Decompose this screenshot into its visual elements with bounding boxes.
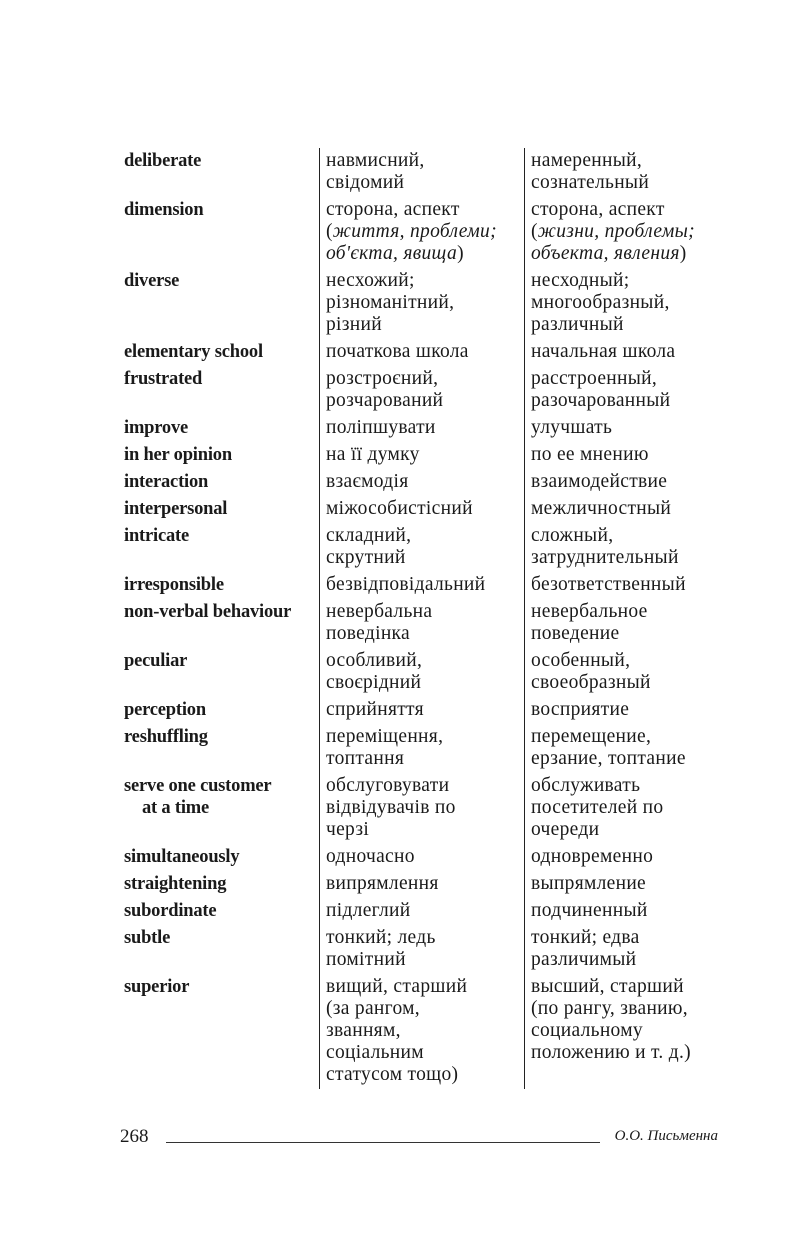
russian-translation-line: положению и т. д.): [531, 1042, 691, 1063]
russian-translation-line: выпрямление: [531, 873, 647, 894]
english-term: [124, 773, 319, 844]
ukrainian-translation-line: поліпшувати: [326, 417, 436, 438]
russian-translation-line: многообразный,: [531, 292, 670, 313]
english-term-line: subordinate: [124, 901, 217, 921]
russian-translation-line: разочарованный: [531, 390, 671, 411]
glossary-row: [124, 268, 716, 339]
glossary-row: [124, 572, 716, 599]
english-term-line: perception: [124, 700, 206, 720]
russian-translation-line: поведение: [531, 623, 620, 644]
ukrainian-translation-line: сторона, аспект: [326, 199, 460, 220]
english-term-line: interaction: [124, 472, 209, 492]
russian-translation: [524, 925, 711, 974]
english-term-line: frustrated: [124, 369, 203, 389]
ukrainian-translation-line: об'єкта, явища): [326, 243, 464, 264]
english-term-line: simultaneously: [124, 847, 240, 867]
ukrainian-translation: [319, 523, 524, 572]
english-term-line: deliberate: [124, 151, 202, 171]
russian-translation-line: сторона, аспект: [531, 199, 665, 220]
english-term: [124, 268, 319, 339]
ukrainian-translation-line: складний,: [326, 525, 412, 546]
russian-translation-line: своеобразный: [531, 672, 651, 693]
glossary-row: [124, 523, 716, 572]
russian-translation: [524, 599, 711, 648]
english-term: [124, 599, 319, 648]
ukrainian-translation-line: скрутний: [326, 547, 406, 568]
english-term: [124, 442, 319, 469]
ukrainian-translation: [319, 697, 524, 724]
russian-translation-line: намеренный,: [531, 150, 643, 171]
russian-translation-line: (по рангу, званию,: [531, 998, 688, 1019]
russian-translation-line: особенный,: [531, 650, 631, 671]
english-term-line: at a time: [142, 798, 210, 818]
russian-translation-line: перемещение,: [531, 726, 652, 747]
english-term: [124, 898, 319, 925]
ukrainian-translation-line: навмисний,: [326, 150, 425, 171]
english-term-line: non-verbal behaviour: [124, 602, 292, 622]
russian-translation-line: несходный;: [531, 270, 630, 291]
ukrainian-translation: [319, 844, 524, 871]
russian-translation-line: сложный,: [531, 525, 614, 546]
ukrainian-translation: [319, 268, 524, 339]
russian-translation: [524, 415, 711, 442]
page-footer: [120, 1126, 718, 1150]
page-number: 268: [120, 1126, 149, 1147]
glossary-row: [124, 898, 716, 925]
glossary-row: [124, 773, 716, 844]
english-term-line: irresponsible: [124, 575, 224, 595]
ukrainian-translation: [319, 496, 524, 523]
english-term-line: intricate: [124, 526, 189, 546]
ukrainian-translation-line: своєрідний: [326, 672, 422, 693]
russian-translation-line: социальному: [531, 1020, 643, 1041]
ukrainian-translation-line: вищий, старший: [326, 976, 468, 997]
russian-translation-line: невербальное: [531, 601, 648, 622]
glossary-row: [124, 469, 716, 496]
ukrainian-translation-line: топтання: [326, 748, 405, 769]
ukrainian-translation: [319, 898, 524, 925]
english-term-line: improve: [124, 418, 189, 438]
glossary-row: [124, 442, 716, 469]
english-term-line: diverse: [124, 271, 180, 291]
ukrainian-translation-line: переміщення,: [326, 726, 444, 747]
russian-translation: [524, 366, 711, 415]
ukrainian-translation-line: обслуговувати: [326, 775, 450, 796]
english-term-line: superior: [124, 977, 190, 997]
russian-translation: [524, 442, 711, 469]
glossary-row: [124, 366, 716, 415]
glossary-row: [124, 844, 716, 871]
english-term-line: serve one customer: [124, 776, 272, 796]
english-term: [124, 148, 319, 197]
ukrainian-translation-line: різноманітний,: [326, 292, 455, 313]
ukrainian-translation-line: підлеглий: [326, 900, 411, 921]
glossary-table: [124, 148, 716, 1089]
russian-translation-line: сознательный: [531, 172, 650, 193]
english-term: [124, 925, 319, 974]
ukrainian-translation-line: несхожий;: [326, 270, 415, 291]
russian-translation: [524, 648, 711, 697]
ukrainian-translation: [319, 442, 524, 469]
russian-translation: [524, 469, 711, 496]
russian-translation: [524, 974, 711, 1089]
ukrainian-translation-line: різний: [326, 314, 382, 335]
russian-translation-line: различимый: [531, 949, 637, 970]
glossary-row: [124, 197, 716, 268]
russian-translation-line: безответственный: [531, 574, 686, 595]
ukrainian-translation: [319, 599, 524, 648]
ukrainian-translation-line: особливий,: [326, 650, 423, 671]
ukrainian-translation-line: випрямлення: [326, 873, 439, 894]
ukrainian-translation: [319, 197, 524, 268]
ukrainian-translation-line: поведінка: [326, 623, 410, 644]
ukrainian-translation: [319, 773, 524, 844]
ukrainian-translation-line: черзі: [326, 819, 370, 840]
russian-translation: [524, 844, 711, 871]
russian-translation-line: по ее мнению: [531, 444, 649, 465]
english-term: [124, 697, 319, 724]
english-term: [124, 572, 319, 599]
russian-translation-line: обслуживать: [531, 775, 641, 796]
footer-rule: [166, 1142, 600, 1143]
russian-translation-line: ерзание, топтание: [531, 748, 686, 769]
author-name: О.О. Письменна: [614, 1128, 718, 1144]
russian-translation-line: улучшать: [531, 417, 613, 438]
ukrainian-translation-line: відвідувачів по: [326, 797, 456, 818]
ukrainian-translation-line: свідомий: [326, 172, 405, 193]
english-term: [124, 871, 319, 898]
russian-translation-line: объекта, явления): [531, 243, 687, 264]
english-term: [124, 648, 319, 697]
ukrainian-translation: [319, 648, 524, 697]
russian-translation-line: тонкий; едва: [531, 927, 640, 948]
english-term: [124, 197, 319, 268]
glossary-row: [124, 599, 716, 648]
russian-translation: [524, 197, 711, 268]
english-term-line: in her opinion: [124, 445, 232, 465]
ukrainian-translation-line: статусом тощо): [326, 1064, 459, 1085]
russian-translation: [524, 871, 711, 898]
english-term-line: straightening: [124, 874, 227, 894]
russian-translation-line: подчиненный: [531, 900, 648, 921]
glossary-row: [124, 974, 716, 1089]
ukrainian-translation: [319, 572, 524, 599]
english-term: [124, 469, 319, 496]
ukrainian-translation-line: тонкий; ледь: [326, 927, 436, 948]
russian-translation: [524, 496, 711, 523]
english-term: [124, 366, 319, 415]
ukrainian-translation-line: одночасно: [326, 846, 415, 867]
russian-translation: [524, 268, 711, 339]
ukrainian-translation-line: сприйняття: [326, 699, 424, 720]
english-term-line: dimension: [124, 200, 204, 220]
ukrainian-translation-line: соціальним: [326, 1042, 424, 1063]
ukrainian-translation-line: (за рангом,: [326, 998, 420, 1019]
ukrainian-translation-line: початкова школа: [326, 341, 469, 362]
russian-translation-line: одновременно: [531, 846, 654, 867]
russian-translation: [524, 898, 711, 925]
russian-translation-line: межличностный: [531, 498, 672, 519]
ukrainian-translation: [319, 339, 524, 366]
glossary-row: [124, 925, 716, 974]
english-term-line: subtle: [124, 928, 171, 948]
english-term-line: peculiar: [124, 651, 188, 671]
russian-translation: [524, 572, 711, 599]
russian-translation-line: взаимодействие: [531, 471, 668, 492]
russian-translation-line: расстроенный,: [531, 368, 658, 389]
ukrainian-translation: [319, 469, 524, 496]
russian-translation: [524, 339, 711, 366]
ukrainian-translation: [319, 925, 524, 974]
ukrainian-translation: [319, 871, 524, 898]
ukrainian-translation: [319, 974, 524, 1089]
glossary-row: [124, 648, 716, 697]
english-term: [124, 974, 319, 1089]
russian-translation-line: очереди: [531, 819, 600, 840]
ukrainian-translation: [319, 724, 524, 773]
ukrainian-translation-line: помітний: [326, 949, 406, 970]
russian-translation-line: (жизни, проблемы;: [531, 221, 695, 242]
russian-translation: [524, 148, 711, 197]
ukrainian-translation-line: міжособистісний: [326, 498, 473, 519]
ukrainian-translation: [319, 366, 524, 415]
english-term-line: reshuffling: [124, 727, 208, 747]
glossary-row: [124, 148, 716, 197]
russian-translation-line: восприятие: [531, 699, 630, 720]
glossary-row: [124, 496, 716, 523]
ukrainian-translation-line: невербальна: [326, 601, 433, 622]
ukrainian-translation-line: (життя, проблеми;: [326, 221, 497, 242]
english-term: [124, 339, 319, 366]
ukrainian-translation-line: розстроєний,: [326, 368, 439, 389]
russian-translation-line: затруднительный: [531, 547, 679, 568]
russian-translation-line: различный: [531, 314, 624, 335]
ukrainian-translation-line: безвідповідальний: [326, 574, 486, 595]
ukrainian-translation-line: званням,: [326, 1020, 401, 1041]
english-term: [124, 415, 319, 442]
ukrainian-translation: [319, 415, 524, 442]
english-term: [124, 523, 319, 572]
russian-translation: [524, 773, 711, 844]
russian-translation-line: посетителей по: [531, 797, 664, 818]
glossary-row: [124, 724, 716, 773]
glossary-row: [124, 339, 716, 366]
english-term-line: interpersonal: [124, 499, 228, 519]
glossary-row: [124, 871, 716, 898]
english-term-line: elementary school: [124, 342, 263, 362]
english-term: [124, 724, 319, 773]
russian-translation-line: начальная школа: [531, 341, 676, 362]
russian-translation-line: высший, старший: [531, 976, 684, 997]
russian-translation: [524, 697, 711, 724]
russian-translation: [524, 523, 711, 572]
russian-translation: [524, 724, 711, 773]
english-term: [124, 844, 319, 871]
ukrainian-translation-line: на її думку: [326, 444, 420, 465]
glossary-row: [124, 415, 716, 442]
ukrainian-translation-line: взаємодія: [326, 471, 409, 492]
ukrainian-translation-line: розчарований: [326, 390, 444, 411]
ukrainian-translation: [319, 148, 524, 197]
english-term: [124, 496, 319, 523]
glossary-row: [124, 697, 716, 724]
